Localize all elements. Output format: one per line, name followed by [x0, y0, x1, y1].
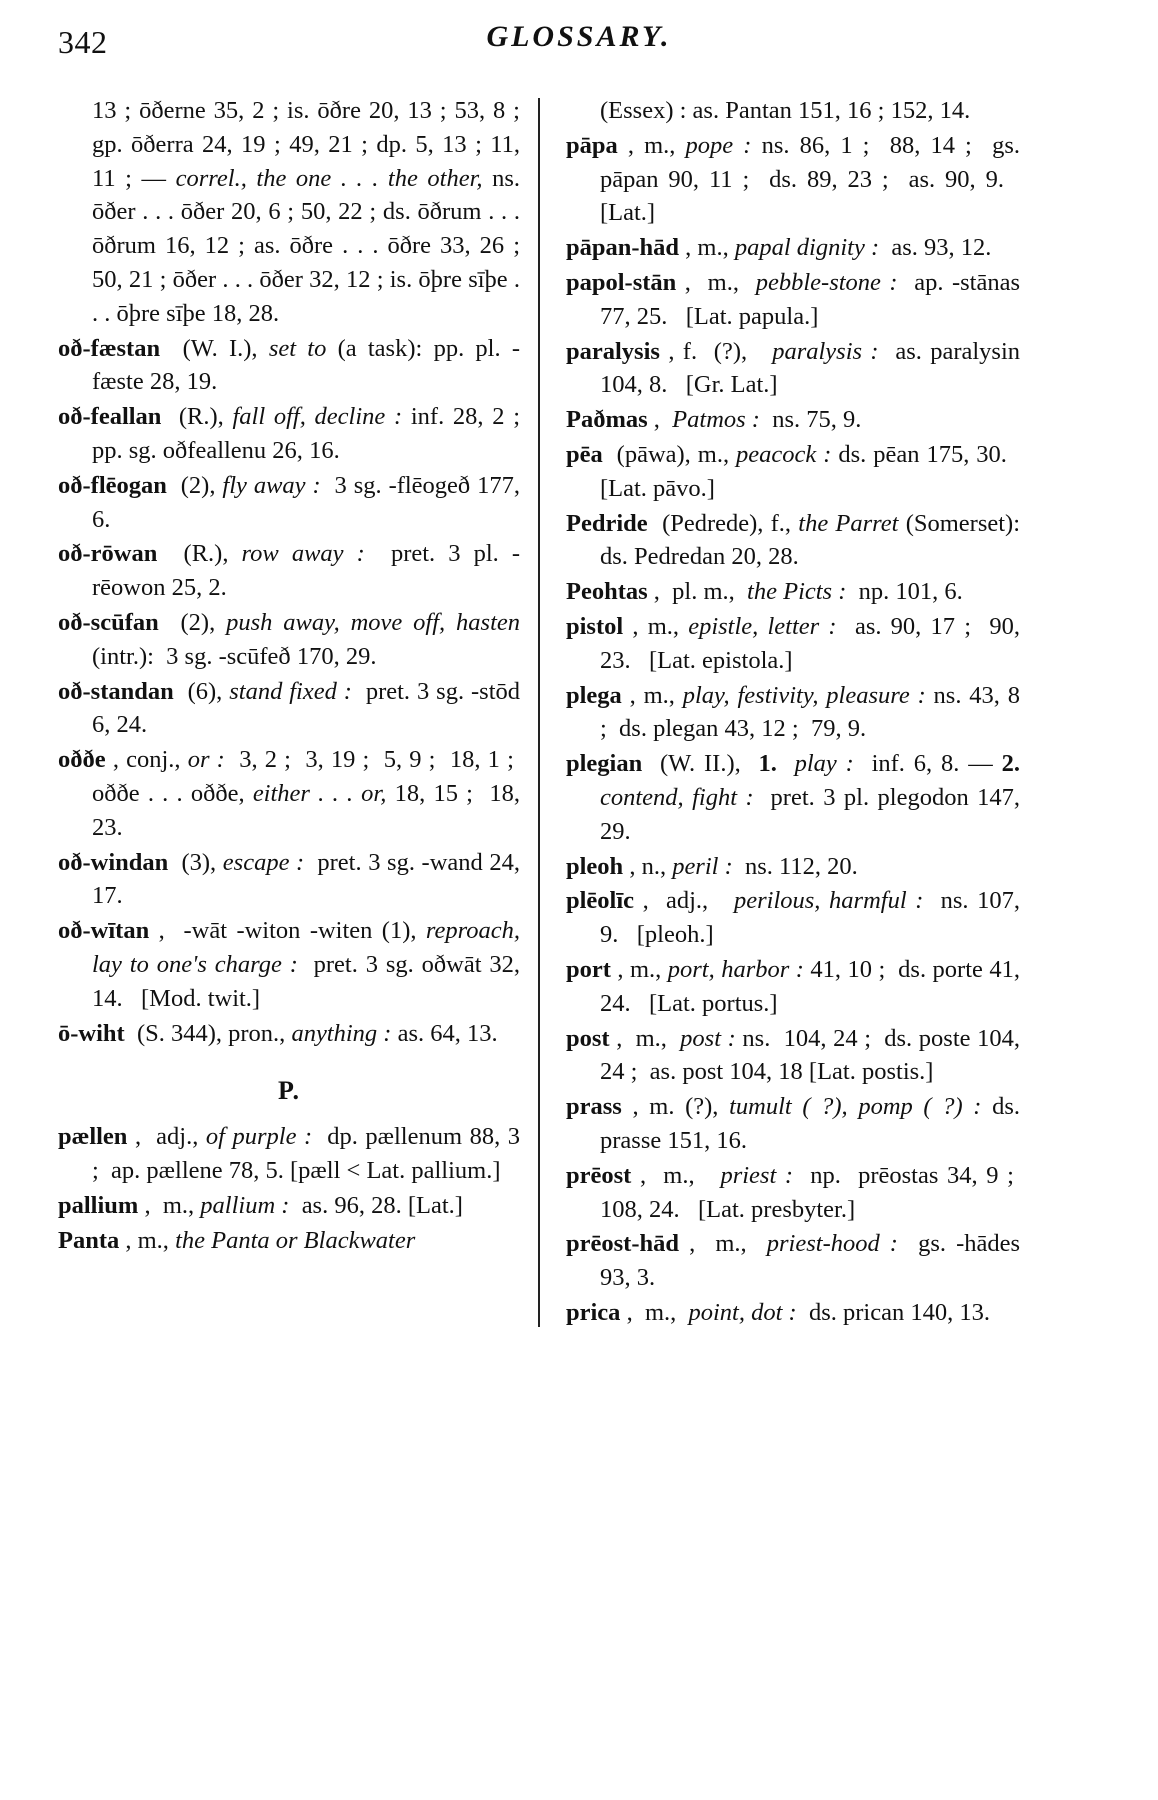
entry-headword: oððe: [58, 746, 106, 774]
entry-headword: Panta: [58, 1226, 120, 1254]
entry-headword: oð-flēogan: [58, 471, 167, 499]
glossary-entry: [566, 575, 1020, 609]
entry-body: (W. I.), set to (a task):: [171, 334, 423, 362]
glossary-entry: [58, 1017, 520, 1051]
entry-line: 16.: [309, 436, 340, 464]
entry-headword: prass: [566, 1093, 622, 1121]
glossary-entry: [566, 231, 1020, 265]
entry-body: , -wāt -witon -witen (1), reproach, lay to one's charge : pret. 3 sg. oðwāt 32, 14. [Mod. twit.]: [92, 917, 521, 1012]
entry-headword: pællen: [58, 1123, 128, 1151]
entry-line: 13 ; ōðerne 35, 2 ; is. ōðre 20,: [92, 97, 400, 124]
entry-body: (2), fly away : 3 sg.: [173, 471, 382, 499]
running-title: GLOSSARY.: [486, 20, 672, 53]
entry-line: (Essex) : as. Pantan 151, 16 ;: [600, 97, 885, 124]
entry-headword: Peohtas: [566, 578, 648, 606]
glossary-entry: [566, 610, 1020, 678]
entry-headword: pēa: [566, 440, 603, 468]
entry-body: (S. 344), pron., anything :: [130, 1019, 392, 1047]
entry-body: , m., priest : np. prēostas 34, 9 ; 108, 24. [Lat. presbyter.]: [600, 1161, 1021, 1223]
entry-body: , m., papal dignity : as.: [685, 234, 918, 262]
entry-line: -flēogeð 177, 6.: [92, 471, 520, 533]
glossary-entry: [566, 129, 1020, 230]
entry-body: (R.), row away : pret.: [170, 540, 436, 568]
entry-body: , n., peril : ns. 112, 20.: [629, 852, 858, 880]
entry-line: 3 sg. -stōd 6, 24.: [92, 677, 521, 739]
entry-headword: pāpa: [566, 131, 618, 159]
glossary-entry: [566, 94, 1020, 128]
entry-body: , m. (?), tumult ( ?), pomp ( ?) : ds. prasse 151, 16.: [600, 1093, 1020, 1154]
glossary-entry: [58, 1120, 520, 1188]
entry-line: as. 64, 13.: [397, 1019, 498, 1047]
entry-body: (Pedrede), f., the Parret (Somerset): ds. Pedredan 20, 28.: [600, 509, 1021, 571]
entry-body: , adj., perilous, harmful : ns. 107, 9. [pleoh.]: [600, 887, 1021, 949]
entry-body: (W. II.), 1. play : inf. 6, 8. — 2. contend, fight : pret. 3 pl. plegodon 147, 29.: [600, 750, 1021, 845]
entry-body: , pl. m., the Picts : np. 101, 6.: [653, 578, 963, 606]
entry-line: 93, 12.: [924, 234, 992, 262]
entry-body: , m., point, dot : ds. prican 140, 13.: [626, 1298, 990, 1326]
glossary-entry: [566, 1022, 1020, 1090]
glossary-entry: [58, 537, 520, 605]
glossary-entry: [58, 846, 520, 914]
right-column: [540, 94, 1020, 1331]
glossary-entry: [566, 953, 1020, 1021]
entry-headword: Paðmas: [566, 406, 648, 434]
glossary-entry: [58, 743, 520, 844]
entry-line: ōðre . . . ōðre 33, 26 ; 50, 21 ;: [92, 232, 520, 293]
glossary-entry: [566, 850, 1020, 884]
entry-headword: Pedride: [566, 509, 648, 537]
entry-headword: oð-standan: [58, 677, 174, 705]
glossary-entry: [58, 1224, 520, 1258]
entry-line: 49, 21 ; dp. 5, 13 ; 11, 11 ; —: [92, 130, 521, 192]
entry-headword: ō-wiht: [58, 1019, 125, 1047]
glossary-entry: [566, 507, 1020, 575]
entry-headword: pallium: [58, 1191, 139, 1219]
entry-body: , m., pope : ns. 86, 1 ; 88, 14 ; gs. pāpan 90, 11 ; ds. 89, 23 ; as. 90, 9. [Lat.]: [600, 131, 1021, 227]
entry-headword: plēolīc: [566, 887, 635, 915]
entry-body: , m., post : ns. 104, 24 ; ds. poste 104, 24 ; as. post 104, 18 [Lat. postis.]: [600, 1024, 1021, 1086]
entry-headword: prica: [566, 1298, 621, 1326]
entry-line: inf. 28, 2 ; pp. sg. oðfeallenu 26,: [92, 403, 521, 464]
entry-body: (6), stand fixed : pret.: [180, 677, 411, 705]
entry-line: 170, 29.: [296, 642, 377, 670]
page-number: 342: [58, 24, 108, 60]
glossary-entry: [566, 1227, 1020, 1295]
entry-body: , f. (?), paralysis : as. paralysin 104, 8. [Gr. Lat.]: [600, 337, 1021, 399]
entry-line: [Lat.]: [407, 1191, 463, 1219]
entry-body: (pāwa), m., peacock : ds. pēan 175, 30. [Lat. pāvo.]: [600, 440, 1021, 502]
entry-body: , conj., or : 3, 2 ; 3, 19 ; 5, 9 ; 18, 1 ; oððe . . . oððe, either . . . or, 18, 15 ; 18, 23.: [92, 746, 521, 841]
entry-line: -wand 24, 17.: [92, 848, 520, 910]
glossary-page: [0, 18, 1158, 1800]
glossary-entry: [566, 438, 1020, 506]
entry-headword: prēost: [566, 1161, 632, 1189]
entry-headword: oð-fæstan: [58, 334, 161, 362]
entry-body: , m., priest-hood : gs. -hādes 93, 3.: [600, 1230, 1021, 1292]
entry-headword: plega: [566, 681, 622, 709]
glossary-entry: [58, 914, 520, 1015]
entry-body: , m., pebble-stone : ap. -stānas 77, 25. [Lat. papula.]: [600, 268, 1020, 330]
entry-line: ns. ōðer . . . ōðer 20, 6 ; 50, 22 ;: [92, 164, 521, 226]
two-column-body: [58, 94, 1100, 1331]
glossary-entry: [58, 1189, 520, 1223]
entry-body: , m., play, festivity, pleasure : ns. 43, 8 ; ds. plegan 43, 12 ; 79, 9.: [600, 681, 1020, 743]
glossary-entry: [58, 400, 520, 468]
entry-headword: pistol: [566, 612, 624, 640]
glossary-entry: [58, 606, 520, 674]
entry-headword: port: [566, 955, 611, 983]
glossary-entry: [58, 675, 520, 743]
entry-body: , m., port, harbor : 41, 10 ; ds. porte 41, 24. [Lat. portus.]: [600, 955, 1020, 1017]
entry-headword: oð-scūfan: [58, 608, 159, 636]
entry-line: 3 pl. -rēowon 25, 2.: [92, 540, 521, 602]
entry-headword: prēost-hād: [566, 1230, 679, 1258]
glossary-entry: [58, 94, 520, 331]
glossary-entry: [566, 1159, 1020, 1227]
glossary-entry: [566, 403, 1020, 437]
entry-headword: pāpan-hād: [566, 234, 680, 262]
entry-headword: oð-rōwan: [58, 540, 158, 568]
entry-body: , m., pallium : as. 96, 28.: [144, 1191, 402, 1219]
entry-body: (2), push away, move off, hasten (intr.): 3 sg. -scūfeð: [92, 608, 521, 670]
glossary-entry: [566, 266, 1020, 334]
entry-body: , m., epistle, letter : as. 90, 17 ; 90, 23. [Lat. epistola.]: [600, 612, 1021, 674]
entry-body: , adj., of purple : dp. pællenum 88, 3 ; ap. pællene 78, 5.: [92, 1123, 520, 1185]
entry-headword: oð-feallan: [58, 403, 162, 431]
entry-headword: oð-windan: [58, 848, 169, 876]
entry-headword: plegian: [566, 750, 643, 778]
entry-headword: oð-wītan: [58, 917, 150, 945]
glossary-entry: [566, 679, 1020, 747]
entry-line: ds. ōðrum . . . ōðrum 16, 12 ; as.: [92, 198, 521, 260]
entry-line: 13 ; 53, 8 ; gp. ōðerra 24, 19 ;: [92, 97, 520, 158]
glossary-entry: [58, 469, 520, 537]
entry-line: 152, 14.: [890, 97, 971, 124]
entry-line: sīþe . . . ōþre sīþe 18, 28.: [92, 265, 521, 327]
entry-headword: pleoh: [566, 852, 624, 880]
page-header: [58, 18, 1100, 88]
section-letter-heading: P.: [278, 1076, 300, 1106]
glossary-entry: [566, 335, 1020, 403]
entry-line: ōðer . . . ōðer 32, 12 ; is. ōþre: [172, 265, 462, 293]
entry-headword: post: [566, 1024, 610, 1052]
glossary-entry: [566, 747, 1020, 848]
entry-line: correl., the one . . . the other,: [175, 164, 483, 192]
entry-headword: paralysis: [566, 337, 660, 365]
entry-body: (R.), fall off, decline :: [170, 403, 403, 431]
glossary-entry: [566, 1296, 1020, 1330]
entry-headword: papol-stān: [566, 268, 677, 296]
glossary-entry: [566, 1090, 1020, 1158]
glossary-entry: [58, 332, 520, 400]
glossary-entry: [566, 884, 1020, 952]
entry-line: [pæll < Lat. pallium.]: [290, 1157, 501, 1185]
entry-line: pp. pl. -fæste 28, 19.: [92, 334, 521, 396]
entry-body: , Patmos : ns. 75, 9.: [653, 406, 862, 434]
left-column: [58, 94, 538, 1259]
entry-body: , m., the Panta or Blackwater: [125, 1226, 416, 1254]
entry-body: (3), escape : pret. 3 sg.: [174, 848, 415, 876]
